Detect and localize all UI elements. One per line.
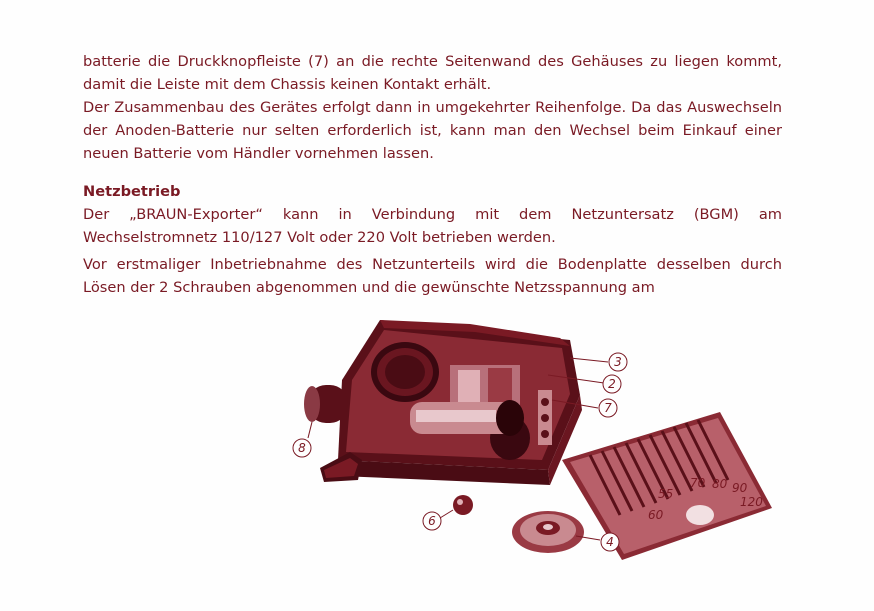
pushbutton-strip [538,390,552,445]
speaker [371,342,439,402]
tuning-disc [512,511,584,553]
dial-number: 80 [712,477,728,491]
callout-2 [603,375,621,393]
paragraph-reassembly: Der Zusammenbau des Gerätes erfolgt dann in umgekehrter Reihenfolge. Da das Auswechseln der Anoden-Batterie nur selten erforderlich ist, kann man den Wechsel beim Einkauf einer neuen Batterie vom Händler vornehmen lassen. [83,99,782,162]
dial-number: 70 [690,476,706,490]
callout-3 [609,353,627,371]
svg-text:6: 6 [428,514,436,528]
dial-number: 90 [732,481,748,495]
svg-text:4: 4 [606,535,614,549]
dial-window [686,505,714,525]
dial-number: 55 [658,487,674,501]
svg-text:8: 8 [298,441,306,455]
paragraph-battery-strip: batterie die Druckknopfleiste (7) an die rechte Seitenwand des Gehäuses zu liegen kommt, damit die Leiste mit dem Chassis keinen Kontakt erhält. [83,53,782,93]
callout-7 [599,399,617,417]
front-panel [562,412,772,560]
knob-ball [453,495,473,515]
paragraph-first-use: Vor erstmaliger Inbetriebnahme des Netzunterteils wird die Bodenplatte desselben durch Lösen der 2 Schrauben abgenommen und die gewünschte Netzsspannung am [83,256,782,296]
section-heading-netzbetrieb: Netzbetrieb [83,183,181,200]
svg-text:3: 3 [614,355,622,369]
svg-text:2: 2 [608,377,616,391]
callout-6 [423,512,441,530]
svg-text:7: 7 [604,401,612,415]
radio-exploded-illustration [280,310,780,610]
paragraph-exporter-mains: Der „BRAUN-Exporter“ kann in Verbindung mit dem Netzuntersatz (BGM) am Wechselstromnetz 110/127 Volt oder 220 Volt betrieben werden. [83,206,782,246]
callout-8 [293,439,311,457]
side-knob [304,385,348,423]
body-text [83,50,782,299]
dial-number: 120 [740,495,763,509]
dial-number: 60 [648,508,664,522]
callout-4 [601,533,619,551]
